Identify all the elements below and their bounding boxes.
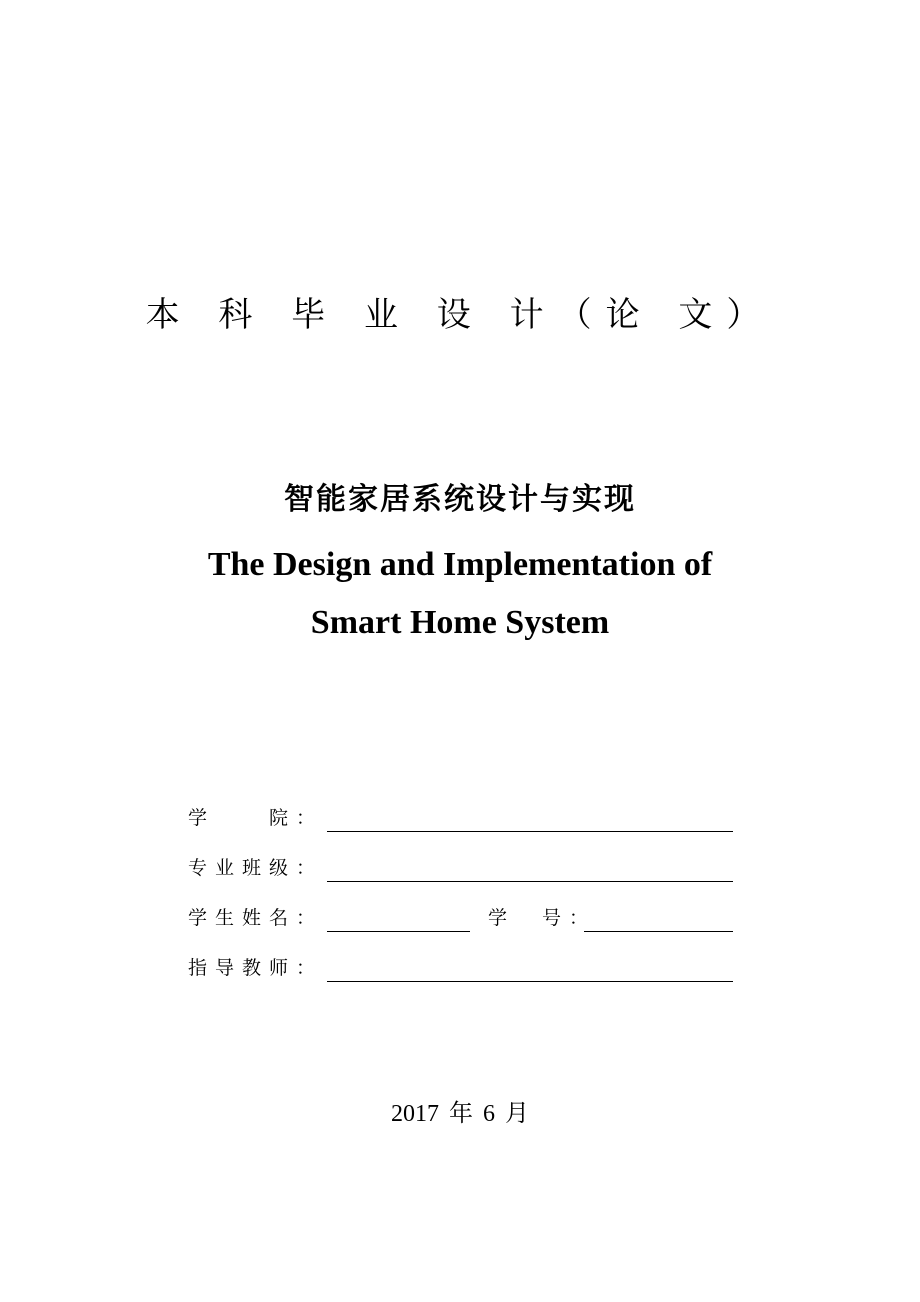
college-label: 学 院： — [188, 807, 324, 829]
major-class-blank-line — [327, 855, 733, 882]
student-id-blank-line — [584, 905, 733, 932]
advisor-row — [188, 950, 748, 986]
advisor-blank-line — [327, 955, 733, 982]
advisor-label: 指导教师： — [188, 957, 324, 979]
student-row — [188, 900, 748, 936]
student-name-label: 学生姓名： — [188, 907, 324, 929]
student-id-label: 学 号： — [488, 907, 597, 929]
major-class-row — [188, 850, 748, 886]
thesis-title-english-line1: The Design and Implementation of — [207, 546, 713, 583]
submission-date: 2017 年 6 月 — [391, 1101, 529, 1127]
thesis-title-chinese: 智能家居系统设计与实现 — [284, 482, 636, 517]
college-row — [188, 800, 748, 836]
thesis-title-english-line2: Smart Home System — [310, 604, 610, 641]
college-blank-line — [327, 805, 733, 832]
student-name-blank-line — [327, 905, 470, 932]
major-class-label: 专业班级： — [188, 857, 324, 879]
document-type-heading: 本 科 毕 业 设 计（论 文） — [145, 295, 775, 335]
